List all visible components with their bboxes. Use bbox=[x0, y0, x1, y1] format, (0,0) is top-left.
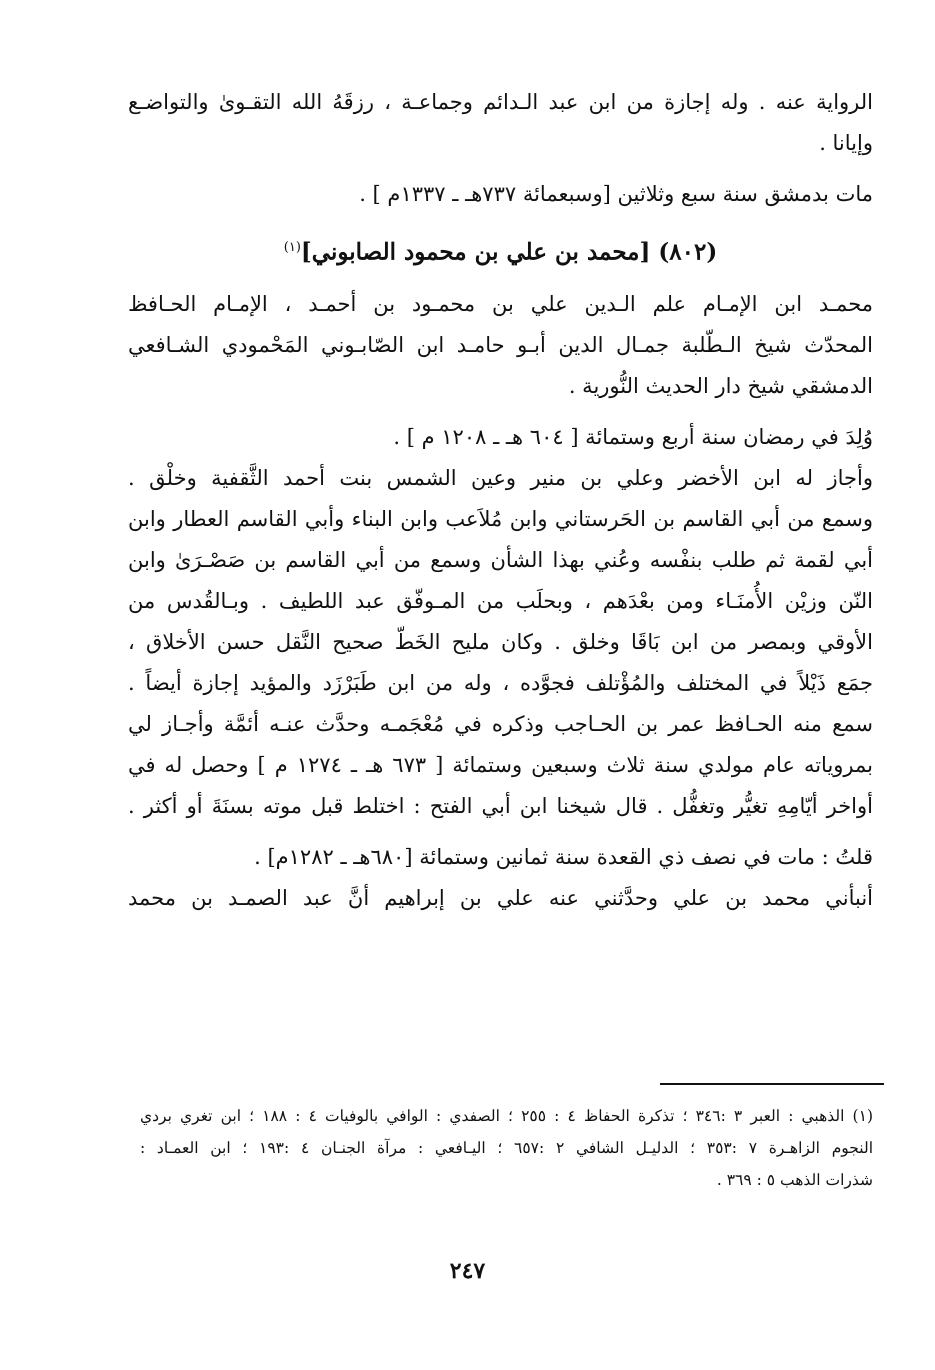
closing-line-2: أنبأني محمد بن علي وحدَّثني عنه علي بن إبراهيم أنَّ عبد الصمـد بن محمد bbox=[128, 885, 873, 910]
footnote-line-3: شذرات الذهب ٥ : ٣٦٩ . bbox=[716, 1171, 873, 1189]
intro-line-1: الرواية عنه . وله إجازة من ابن عبد الـدائم وجماعـة ، رزقَهُ الله التقـوىٰ والتواضـع bbox=[128, 90, 873, 114]
main-text bbox=[128, 82, 873, 919]
narrative-line-8: بمروياته عام مولدي سنة ثلاث وسبعين وستمائة [ ٦٧٣ هـ ـ ١٢٧٤ م ] وحصل له في bbox=[128, 752, 873, 777]
death-line: مات بدمشق سنة سبع وثلاثين [وسبعمائة ٧٣٧هـ ـ ١٣٣٧م ] . bbox=[359, 182, 873, 206]
narrative-line-5: الأوقي وبمصر من ابن بَاقَا وخلق . وكان مليح الخَطّ صحيح النَّقل حسن الأخلاق ، bbox=[128, 629, 873, 654]
closing-line-1: قلتُ : مات في نصف ذي القعدة سنة ثمانين وستمائة [٦٨٠هـ ـ ١٢٨٢م] . bbox=[254, 844, 873, 869]
footnote-separator bbox=[660, 1083, 884, 1085]
bio-line-1: محمـد ابن الإمـام علم الـدين علي بن محمـود بن أحمـد ، الإمـام الحـافظ bbox=[128, 291, 873, 316]
page-number: ٢٤٧ bbox=[449, 1258, 486, 1284]
narrative-line-3: أبي لقمة ثم طلب بنفْسه وعُني بهذا الشأن وسمع من أبي القاسم بن صَصْـرَىٰ وابن bbox=[128, 547, 873, 572]
narrative-line-4: النّن وزيْن الأُمنَـاء ومن بعْدَهم ، وبحلَب من المـوفّق عبد اللطيف . وبـالقُدس من bbox=[128, 588, 873, 613]
footnote-line-1: (١) الذهبي : العبر ٣ :٣٤٦ ؛ تذكرة الحفاظ ٤ : ٢٥٥ ؛ الصفدي : الوافي بالوفيات ٤ : ١٨٨ ؛ ابن تغري بردي bbox=[140, 1107, 873, 1125]
birth-line: وُلِدَ في رمضان سنة أربع وستمائة [ ٦٠٤ هـ ـ ١٢٠٨ م ] . bbox=[393, 424, 873, 449]
intro-line-2: وإيانا . bbox=[819, 131, 873, 155]
footnote-marker: (١) bbox=[283, 240, 301, 255]
footnotes bbox=[140, 1100, 873, 1196]
narrative-line-6: جمَع ذَيْلاً في المختلف والمُؤْتلف فجوَّده ، وله من ابن طَبَرْزَد والمؤيد إجازة أيضاً . bbox=[128, 670, 873, 695]
narrative-line-2: وسمع من أبي القاسم بن الحَرستاني وابن مُلاَعب وابن البناء وأبي القاسم العطار وابن bbox=[128, 506, 873, 531]
narrative-line-7: سمع منه الحـافظ عمر بن الحـاجب وذكره في مُعْجَمـه وحدَّث عنـه أئمَّة وأجـاز لي bbox=[128, 711, 873, 736]
bio-line-2: المحدّث شيخ الـطّلبة جمـال الدين أبـو حامـد ابن الصّابـوني المَحْمودي الشـافعي bbox=[128, 332, 873, 357]
narrative-line-9: أواخر أيّامِهِ تغيُّر وتغفُّل . قال شيخنا ابن أبي الفتح : اختلط قبل موته بسنَةَ أو أكثر . bbox=[128, 793, 873, 818]
footnote-line-2: النجوم الزاهـرة ٧ :٣٥٣ ؛ الدليـل الشافي ٢ :٦٥٧ ؛ اليـافعي : مرآة الجنـان ٤ :١٩٣ ؛ ابن العمـاد : bbox=[140, 1139, 873, 1157]
bio-line-3: الدمشقي شيخ دار الحديث النُّورية . bbox=[568, 373, 873, 398]
entry-heading-text: (٨٠٢) [محمد بن علي بن محمود الصابوني] bbox=[300, 238, 718, 266]
narrative-line-1: وأجاز له ابن الأخضر وعلي بن منير وعين الشمس بنت أحمد الثَّقفية وخلْق . bbox=[128, 465, 873, 490]
entry-heading bbox=[128, 225, 873, 276]
